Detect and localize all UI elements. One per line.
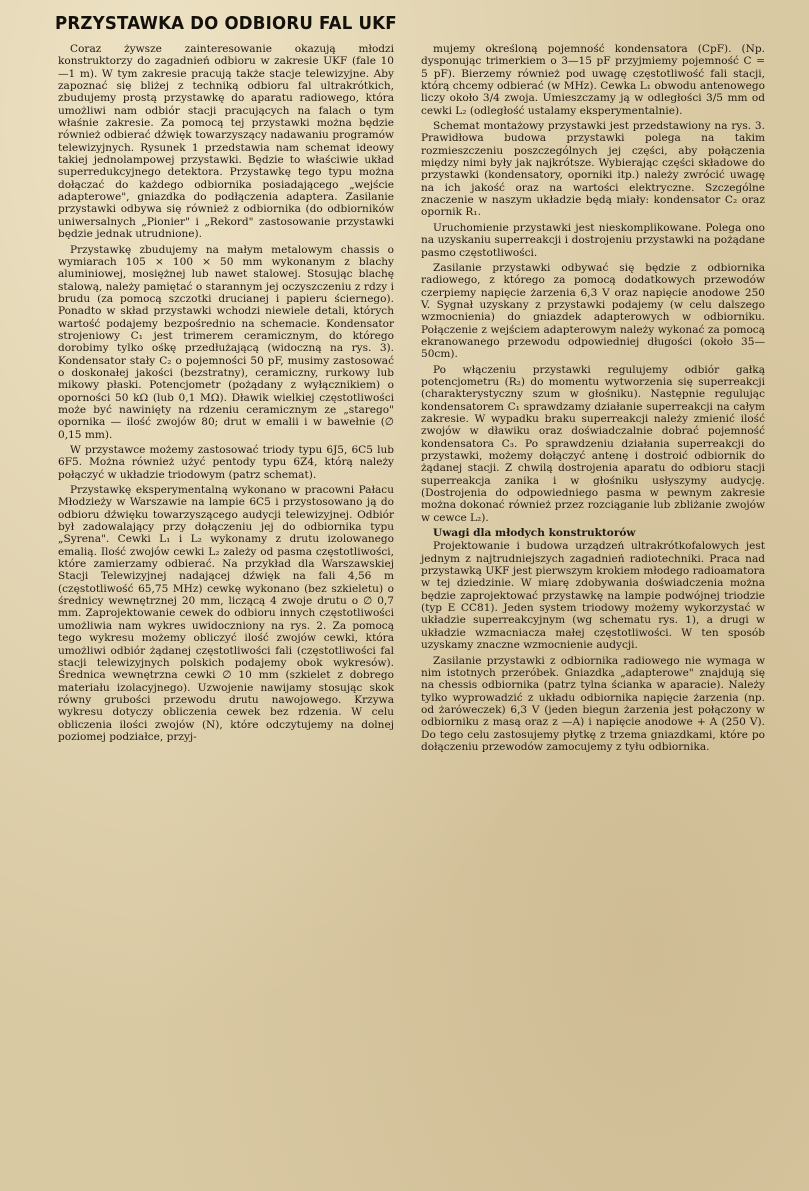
article-title: PRZYSTAWKA DO ODBIORU FAL UKF [55,14,397,34]
left-column [58,43,394,746]
paragraph: Coraz żywsze zainteresowanie okazują młodzi konstruktorzy do zagadnień odbioru w zakresie UKF (fale 10—1 m). W tym zakresie pracują także stacje telewizyjne. Aby zapoznać się bliżej z techniką odbioru fal ultrakrótkich, zbudujemy prostą przystawkę do aparatu radiowego, która umożliwi nam odbiór stacji pracujących na falach o tym właśnie zakresie. Za pomocą tej przystawki można będzie również odbierać dźwięk towarzyszący nadawaniu programów telewizyjnych. Rysunek 1 przedstawia nam schemat ideowy takiej jednolampowej przystawki. Będzie to właściwie układ superredukcyjnego detektora. Przystawkę tego typu można dołączać do każdego odbiornika posiadającego „wejście adapterowe", gniazdka do podłączenia adaptera. Zasilanie przystawki odbywa się również z odbiornika (do odbiorników uniwersalnych „Pionier" i „Rekord" zastosowanie przystawki będzie jednak utrudnione). [58,43,394,241]
paragraph: Projektowanie i budowa urządzeń ultrakrótkofalowych jest jednym z najtrudniejszych zagadnień radiotechniki. Praca nad przystawką UKF jest pierwszym krokiem młodego radioamatora w tej dziedzinie. W miarę zdobywania doświadczenia można będzie zaprojektować przystawkę na lampie podwójnej triodzie (typ E CC81). Jeden system triodowy możemy wykorzystać w układzie superreakcyjnym (wg schematu rys. 1), a drugi w układzie wzmacniacza małej częstotliwości. W ten sposób uzyskamy znaczne wzmocnienie audycji. [421,540,765,652]
paragraph: Przystawkę eksperymentalną wykonano w pracowni Pałacu Młodzieży w Warszawie na lampie 6C5 i przystosowano ją do odbioru dźwięku towarzyszącego audycji telewizyjnej. Odbiór był zadowalający przy dołączeniu jej do odbiornika typu „Syrena". Cewki L₁ i L₂ wykonamy z drutu izolowanego emalią. Ilość zwojów cewki L₂ zależy od pasma częstotliwości, które zamierzamy odbierać. Na przykład dla Warszawskiej Stacji Telewizyjnej nadającej dźwięk na fali 4,56 m (częstotliwość 65,75 MHz) cewkę wykonano (bez szkieletu) o średnicy wewnętrznej 20 mm, liczącą 4 zwoje drutu o ∅ 0,7 mm. Zaprojektowanie cewek do odbioru innych częstotliwości umożliwia nam wykres uwidoczniony na rys. 2. Za pomocą tego wykresu możemy obliczyć ilość zwojów cewki, która umożliwi odbiór żądanej częstotliwości fali (częstotliwości fal stacji telewizyjnych polskich podajemy obok wykresów). Średnica wewnętrzna cewki ∅ 10 mm (szkielet z dobrego materiału izolacyjnego). Uzwojenie nawijamy stosując skok równy grubości przewodu drutu nawojowego. Krzywa wykresu dotyczy obliczenia cewek bez rdzenia. W celu obliczenia ilości zwojów (N), które odczytujemy na dolnej poziomej podziałce, przyj- [58,484,394,743]
paragraph: Zasilanie przystawki odbywać się będzie z odbiornika radiowego, z którego za pomocą dodatkowych przewodów czerpiemy napięcie żarzenia 6,3 V oraz napięcie anodowe 250 V. Sygnał uzyskany z przystawki podajemy (w celu dalszego wzmocnienia) do gniazdek adapterowych w odbiorniku. Połączenie z wejściem adapterowym należy wykonać za pomocą ekranowanego przewodu odpowiedniej długości (około 35—50cm). [421,261,765,361]
paragraph: mujemy określoną pojemność kondensatora (CpF). (Np. dysponując trimerkiem o 3—15 pF przyjmiemy pojemność C = 5 pF). Bierzemy również pod uwagę częstotliwość fali stacji, którą chcemy odbierać (w MHz). Cewka L₁ obwodu antenowego liczy około 3/4 zwoja. Umieszczamy ją w odległości 3/5 mm od cewki L₂ (odległość ustalamy eksperymentalnie). [421,43,765,117]
paragraph: Uruchomienie przystawki jest nieskomplikowane. Polega ono na uzyskaniu superreakcji i dostrojeniu przystawki na pożądane pasmo częstotliwości. [421,221,765,259]
paragraph: Po włączeniu przystawki regulujemy odbiór gałką potencjometru (R₂) do momentu wytworzenia się superreakcji (charakterystyczny szum w głośniku). Następnie regulując kondensatorem C₁ sprawdzamy działanie superreakcji na całym zakresie. W wypadku braku superreakcji należy zmienić ilość zwojów w dławiku oraz doświadczalnie dobrać pojemność kondensatora C₃. Po sprawdzeniu działania superreakcji do przystawki, możemy dołączyć antenę i dostroić odbiornik do żądanej stacji. Z chwilą dostrojenia aparatu do odbioru stacji superreakcja zanika i w głośniku usłyszymy audycję. (Dostrojenia do odpowiedniego pasma w pewnym zakresie można dokonać również przez rozciąganie lub zbliżanie zwojów w cewce L₂). [421,363,765,524]
paragraph: W przystawce możemy zastosować triody typu 6J5, 6C5 lub 6F5. Można również użyć pentody typu 6Z4, którą należy połączyć w układzie triodowym (patrz schemat). [58,444,394,481]
paragraph: Schemat montażowy przystawki jest przedstawiony na rys. 3. Prawidłowa budowa przystawki polega na takim rozmieszczeniu poszczególnych jej części, aby połączenia między nimi były jak najkrótsze. Wybierając części składowe do przystawki (kondensatory, oporniki itp.) należy zwrócić uwagę na ich jakość oraz na wartości elektryczne. Szczególne znaczenie w naszym układzie będą miały: kondensator C₂ oraz opornik R₁. [421,120,765,219]
right-column [421,43,765,756]
paragraph: Przystawkę zbudujemy na małym metalowym chassis o wymiarach 105 × 100 × 50 mm wykonanym z blachy aluminiowej, mosiężnej lub nawet stalowej. Stosując blachę stalową, należy pamiętać o starannym jej oczyszczeniu z rdzy i brudu (za pomocą szczotki drucianej i papieru ściernego). Ponadto w skład przystawki wchodzi niewiele detali, których wartość podajemy bezpośrednio na schemacie. Kondensator strojeniowy C₁ jest trimerem ceramicznym, do którego dorobimy tylko ośkę przedłużającą (widoczną na rys. 3). Kondensator stały C₂ o pojemności 50 pF, musimy zastosować o doskonałej jakości (bezstratny), ceramiczny, rurkowy lub mikowy płaski. Potencjometr (pożądany z wyłącznikiem) o oporności 50 kΩ (lub 0,1 MΩ). Dławik wielkiej częstotliwości może być nawinięty na rdzeniu ceramicznym ze „starego" opornika — ilość zwojów 80; drut w emalii i w bawełnie (∅ 0,15 mm). [58,243,394,441]
paragraph: Zasilanie przystawki z odbiornika radiowego nie wymaga w nim istotnych przeróbek. Gniazdka „adapterowe" znajdują się na chessis odbiornika (patrz tylna ścianka w aparacie). Należy tylko wyprowadzić z układu odbiornika napięcie żarzenia (np. od żaróweczek) 6,3 V (jeden biegun żarzenia jest połączony w odbiorniku z masą oraz z —A) i napięcie anodowe + A (250 V). Do tego celu zastosujemy płytkę z trzema gniazdkami, które po dołączeniu przewodów zamocujemy z tyłu odbiornika. [421,654,765,753]
section-heading: Uwagi dla młodych konstruktorów [433,527,636,540]
